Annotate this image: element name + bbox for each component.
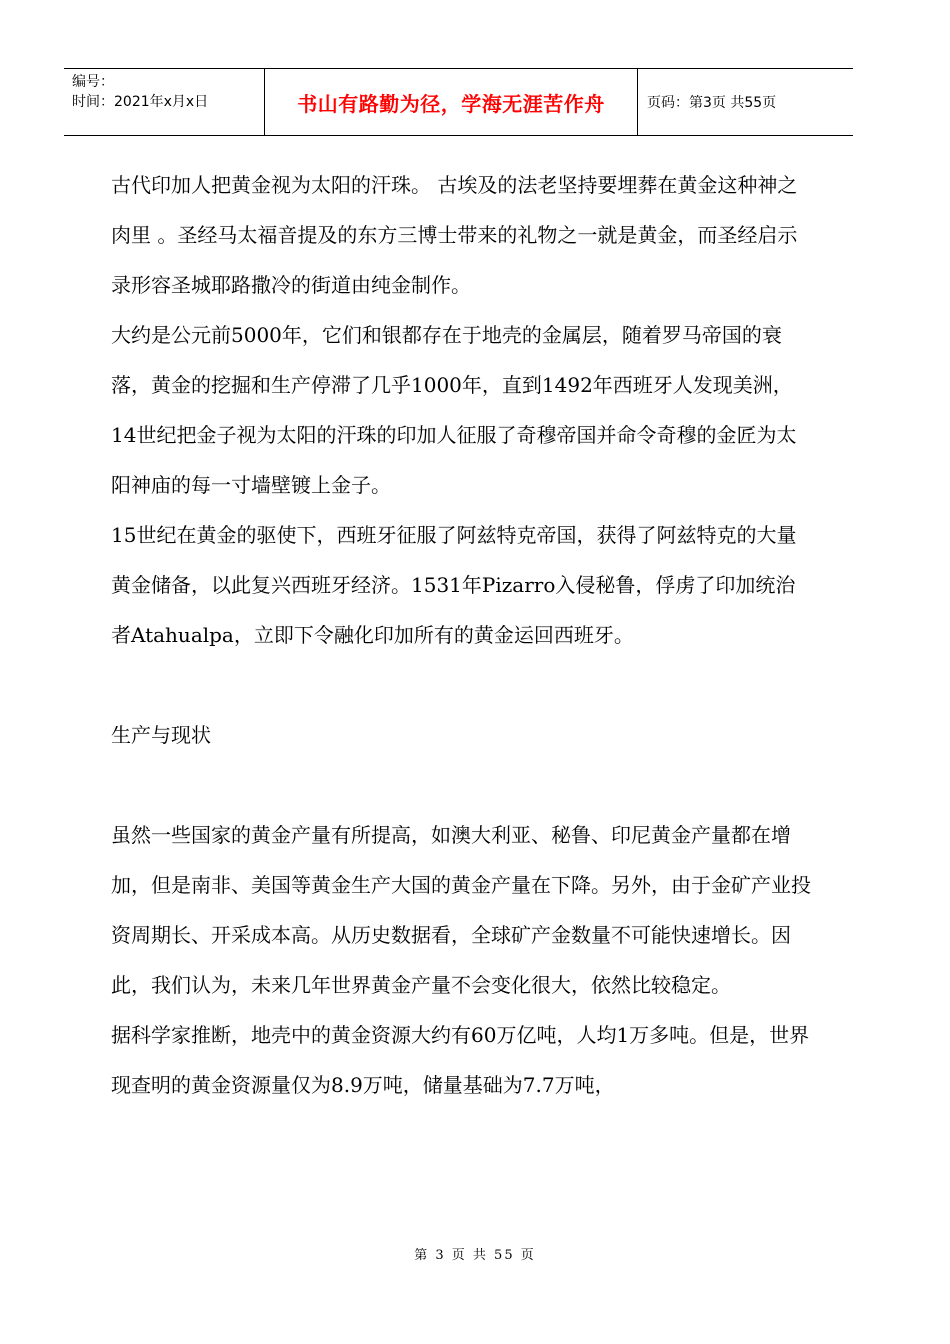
- paragraph: 大约是公元前5000年，它们和银都存在于地壳的金属层，随着罗马帝国的衰落，黄金的挖掘和生产停滞了几乎1000年，直到1492年西班牙人发现美洲，14世纪把金子视为太阳的汗珠的印加人征服了奇穆帝国并命令奇穆的金匠为太阳神庙的每一寸墙壁镀上金子。: [111, 323, 797, 497]
- footer-page-number: 第 3 页 共 55 页: [414, 1248, 536, 1263]
- document-time-label: 时间：2021年x月x日: [72, 94, 209, 110]
- paragraph: 虽然一些国家的黄金产量有所提高，如澳大利亚、秘鲁、印尼黄金产量都在增加，但是南非、美国等黄金生产大国的黄金产量在下降。另外，由于金矿产业投资周期长、开采成本高。从历史数据看，全球矿产金数量不可能快速增长。因此，我们认为，未来几年世界黄金产量不会变化很大，依然比较稳定。: [111, 823, 811, 997]
- header-meta-cell: [64, 69, 265, 135]
- document-body: [111, 160, 811, 1110]
- header-slogan: 书山有路勤为径，学海无涯苦作舟: [297, 91, 605, 116]
- document-number-label: 编号：: [72, 74, 114, 90]
- header-page-number: 页码：第3页 共55页: [647, 95, 777, 111]
- paragraph: 古代印加人把黄金视为太阳的汗珠。 古埃及的法老坚持要埋葬在黄金这种神之肉里 。圣经马太福音提及的东方三博士带来的礼物之一就是黄金，而圣经启示录形容圣城耶路撒冷的街道由纯金制作。: [111, 173, 798, 297]
- section-heading: 生产与现状: [111, 723, 211, 747]
- blank-line: [111, 760, 811, 810]
- paragraph: 15世纪在黄金的驱使下，西班牙征服了阿兹特克帝国，获得了阿兹特克的大量黄金储备，以此复兴西班牙经济。1531年Pizarro入侵秘鲁，俘虏了印加统治者Atahualpa，立即下令融化印加所有的黄金运回西班牙。: [111, 523, 797, 647]
- blank-line: [111, 660, 811, 710]
- header-slogan-cell: [265, 69, 638, 135]
- header-page-cell: [638, 69, 853, 135]
- paragraph: 据科学家推断，地壳中的黄金资源大约有60万亿吨，人均1万多吨。但是，世界现查明的黄金资源量仅为8.9万吨，储量基础为7.7万吨，: [111, 1023, 810, 1097]
- page-footer: [0, 1244, 950, 1263]
- page-header: [64, 68, 853, 136]
